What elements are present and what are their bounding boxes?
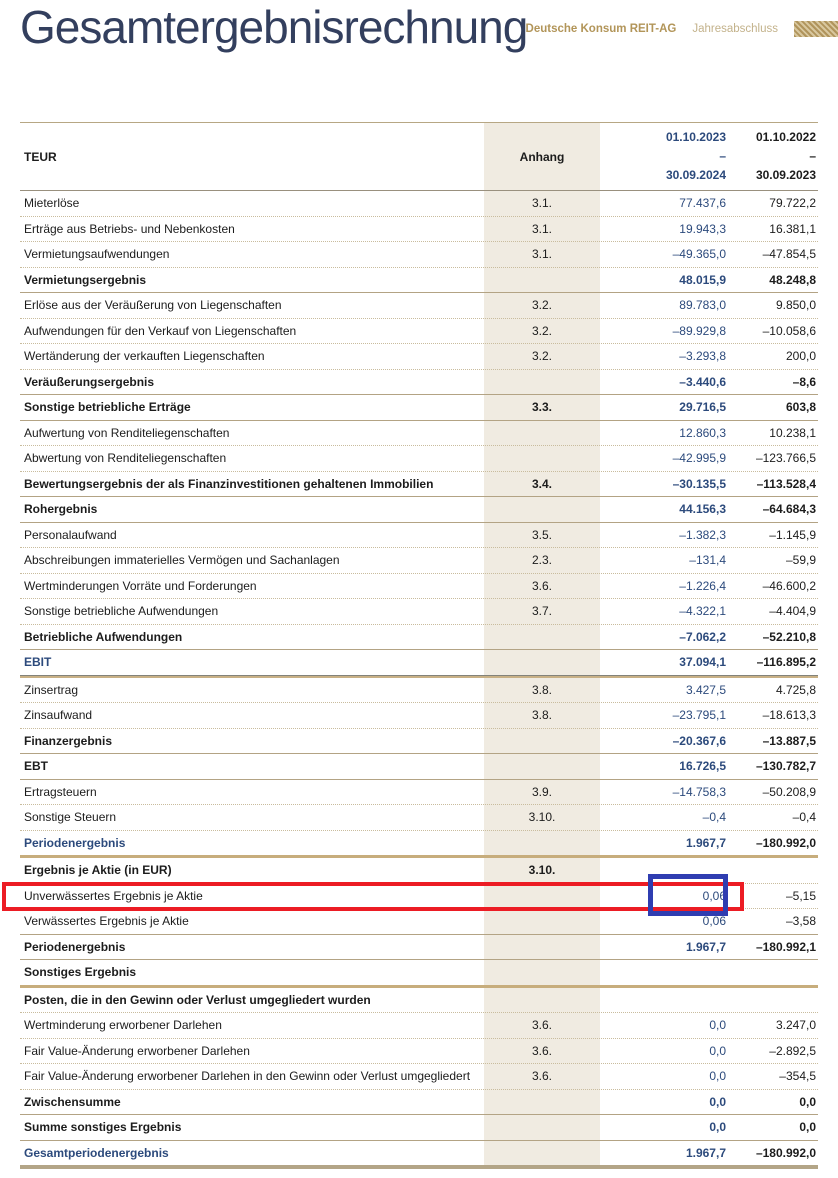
table-row <box>20 650 818 675</box>
row-label: EBT <box>24 759 48 774</box>
row-label: Posten, die in den Gewinn oder Verlust umgegliedert wurden <box>24 992 371 1007</box>
table-row <box>20 319 818 344</box>
row-value-current: 1.967,7 <box>685 835 726 850</box>
table-row <box>20 242 818 267</box>
table-row <box>20 678 818 703</box>
table-row <box>20 729 818 754</box>
row-value-prior: –4.404,9 <box>769 604 816 619</box>
row-label: Bewertungsergebnis der als Finanzinvestitionen gehaltenen Immobilien <box>24 476 434 491</box>
row-label: Sonstige betriebliche Erträge <box>24 400 191 415</box>
row-value-current: 1.967,7 <box>685 939 726 954</box>
table-row <box>20 703 818 728</box>
row-value-prior: –5,15 <box>785 888 816 903</box>
page-title: Gesamtergebnisrechnung <box>20 1 528 53</box>
table-row <box>20 523 818 548</box>
row-label: Vermietungsergebnis <box>24 272 147 287</box>
table-row <box>20 370 818 395</box>
row-value-prior: –1.145,9 <box>769 527 816 542</box>
row-value-current: 37.094,1 <box>679 655 726 670</box>
row-value-prior: –47.854,5 <box>762 247 816 262</box>
row-label: Ertragsteuern <box>24 784 97 799</box>
row-anhang: 3.6. <box>531 1018 552 1033</box>
table-row <box>20 1090 818 1115</box>
row-anhang: 3.1. <box>531 221 552 236</box>
row-anhang: 3.2. <box>531 323 552 338</box>
income-statement-table <box>20 122 818 1169</box>
period-current-to: 30.09.2024 <box>665 168 726 182</box>
row-label: Wertminderung erworbener Darlehen <box>24 1018 222 1033</box>
row-value-prior: –180.992,0 <box>755 835 816 850</box>
row-anhang: 3.8. <box>531 682 552 697</box>
row-value-prior: 9.850,0 <box>775 298 816 313</box>
page-marker-stripes-icon <box>794 21 838 37</box>
table-row <box>20 780 818 805</box>
anhang-header: Anhang <box>519 149 565 164</box>
table-row <box>20 988 818 1013</box>
row-anhang: 3.4. <box>531 476 552 491</box>
row-value-current: –3.440,6 <box>679 374 726 389</box>
row-label: Vermietungsaufwendungen <box>24 247 170 262</box>
table-row <box>20 268 818 293</box>
row-label: Fair Value-Änderung erworbener Darlehen in den Gewinn oder Verlust umgegliedert <box>24 1069 471 1084</box>
row-value-current: –89.929,8 <box>672 323 726 338</box>
row-value-current: 3.427,5 <box>685 682 726 697</box>
period-dash: – <box>809 149 816 163</box>
page-header-meta <box>526 21 838 37</box>
row-value-current: –30.135,5 <box>672 476 726 491</box>
row-label: Fair Value-Änderung erworbener Darlehen <box>24 1043 250 1058</box>
row-value-prior: –18.613,3 <box>762 708 816 723</box>
row-label: Mieterlöse <box>24 196 80 211</box>
row-value-current: –14.758,3 <box>672 784 726 799</box>
table-row <box>20 625 818 650</box>
row-value-current: –4.322,1 <box>679 604 726 619</box>
row-label: Sonstige Steuern <box>24 810 117 825</box>
period-prior-from: 01.10.2022 <box>755 130 816 144</box>
row-value-current: 12.860,3 <box>679 425 726 440</box>
row-label: Zinsaufwand <box>24 708 93 723</box>
table-row <box>20 1115 818 1140</box>
row-value-current: –23.795,1 <box>672 708 726 723</box>
row-value-current: –20.367,6 <box>672 733 726 748</box>
row-label: Unverwässertes Ergebnis je Aktie <box>24 888 203 903</box>
row-value-current: –1.382,3 <box>679 527 726 542</box>
row-value-current: 0,0 <box>709 1094 726 1109</box>
row-label: Wertminderungen Vorräte und Forderungen <box>24 578 257 593</box>
row-anhang: 3.6. <box>531 1043 552 1058</box>
row-value-prior: –3,58 <box>785 914 816 929</box>
row-anhang: 3.1. <box>531 247 552 262</box>
row-value-prior: –52.210,8 <box>762 629 816 644</box>
row-value-prior: –2.892,5 <box>769 1043 816 1058</box>
row-value-prior: 16.381,1 <box>769 221 816 236</box>
row-anhang: 3.9. <box>531 784 552 799</box>
table-row <box>20 217 818 242</box>
table-row <box>20 960 818 985</box>
row-label: Periodenergebnis <box>24 835 126 850</box>
row-value-prior: –130.782,7 <box>755 759 816 774</box>
table-body <box>20 191 818 1169</box>
section-label: Jahresabschluss <box>692 23 778 35</box>
table-row <box>20 446 818 471</box>
unit-header: TEUR <box>24 149 57 164</box>
table-row <box>20 1141 818 1166</box>
table-row <box>20 293 818 318</box>
table-row <box>20 909 818 934</box>
row-label: Sonstiges Ergebnis <box>24 965 137 980</box>
row-value-prior: –180.992,0 <box>755 1145 816 1160</box>
row-anhang: 2.3. <box>531 553 552 568</box>
period-prior-header <box>726 128 818 185</box>
row-value-current: 77.437,6 <box>679 196 726 211</box>
table-row <box>20 344 818 369</box>
row-value-prior: –354,5 <box>779 1069 816 1084</box>
row-value-current: –49.365,0 <box>672 247 726 262</box>
row-label: Wertänderung der verkauften Liegenschaften <box>24 349 265 364</box>
row-value-current: 0,06 <box>702 914 726 929</box>
row-value-current: 16.726,5 <box>679 759 726 774</box>
row-label: Personalaufwand <box>24 527 117 542</box>
row-value-prior: –59,9 <box>785 553 816 568</box>
row-value-current: 1.967,7 <box>685 1145 726 1160</box>
table-row <box>20 472 818 497</box>
row-label: EBIT <box>24 655 52 670</box>
row-value-prior: 4.725,8 <box>775 682 816 697</box>
row-anhang: 3.1. <box>531 196 552 211</box>
table-row <box>20 497 818 522</box>
row-anhang: 3.6. <box>531 578 552 593</box>
table-row <box>20 1039 818 1064</box>
row-value-current: –42.995,9 <box>672 451 726 466</box>
row-label: Betriebliche Aufwendungen <box>24 629 183 644</box>
period-current-from: 01.10.2023 <box>665 130 726 144</box>
row-value-prior: –50.208,9 <box>762 784 816 799</box>
row-divider <box>20 1165 818 1169</box>
row-value-current: –0,4 <box>702 810 726 825</box>
row-anhang: 3.10. <box>528 863 556 878</box>
row-value-prior: 0,0 <box>799 1094 816 1109</box>
row-value-prior: –10.058,6 <box>762 323 816 338</box>
row-label: Periodenergebnis <box>24 939 126 954</box>
table-row <box>20 884 818 909</box>
table-row <box>20 754 818 779</box>
table-row <box>20 1013 818 1038</box>
row-value-current: 19.943,3 <box>679 221 726 236</box>
row-label: Aufwendungen für den Verkauf von Liegenschaften <box>24 323 297 338</box>
table-row <box>20 548 818 573</box>
row-anhang: 3.3. <box>531 400 552 415</box>
row-value-prior: –8,6 <box>792 374 816 389</box>
row-label: Zwischensumme <box>24 1094 121 1109</box>
row-value-prior: –46.600,2 <box>762 578 816 593</box>
row-label: Abschreibungen immaterielles Vermögen und Sachanlagen <box>24 553 340 568</box>
row-label: Verwässertes Ergebnis je Aktie <box>24 914 189 929</box>
row-label: Gesamtperiodenergebnis <box>24 1145 169 1160</box>
row-label: Erlöse aus der Veräußerung von Liegenschaften <box>24 298 282 313</box>
row-value-prior: 10.238,1 <box>769 425 816 440</box>
row-label: Finanzergebnis <box>24 733 113 748</box>
row-value-prior: –116.895,2 <box>756 655 816 670</box>
row-value-prior: –180.992,1 <box>755 939 816 954</box>
table-row <box>20 805 818 830</box>
table-header-row <box>20 122 818 191</box>
table-row <box>20 599 818 624</box>
row-value-prior: –13.887,5 <box>762 733 816 748</box>
row-value-prior: 0,0 <box>799 1120 816 1135</box>
row-anhang: 3.5. <box>531 527 552 542</box>
row-label: Abwertung von Renditeliegenschaften <box>24 451 227 466</box>
row-value-current: 29.716,5 <box>679 400 726 415</box>
table-row <box>20 574 818 599</box>
brand-name: Deutsche Konsum REIT-AG <box>525 23 677 35</box>
row-anhang: 3.2. <box>531 298 552 313</box>
period-dash: – <box>719 149 726 163</box>
table-row <box>20 1064 818 1089</box>
row-value-current: –1.226,4 <box>679 578 726 593</box>
table-row <box>20 395 818 420</box>
row-value-prior: 200,0 <box>785 349 816 364</box>
row-value-prior: 48.248,8 <box>769 272 816 287</box>
row-label: Veräußerungsergebnis <box>24 374 155 389</box>
row-value-current: 0,0 <box>709 1043 726 1058</box>
row-label: Rohergebnis <box>24 502 98 517</box>
table-row <box>20 858 818 883</box>
row-label: Zinsertrag <box>24 682 79 697</box>
row-value-current: 0,0 <box>709 1018 726 1033</box>
row-value-prior: 603,8 <box>785 400 816 415</box>
row-value-prior: –123.766,5 <box>755 451 816 466</box>
table-row <box>20 421 818 446</box>
row-value-prior: –113.528,4 <box>756 476 816 491</box>
row-value-current: –3.293,8 <box>679 349 726 364</box>
table-row <box>20 831 818 856</box>
row-value-current: –131,4 <box>689 553 726 568</box>
table-row <box>20 191 818 216</box>
period-prior-to: 30.09.2023 <box>755 168 816 182</box>
row-value-current: 89.783,0 <box>679 298 726 313</box>
row-anhang: 3.8. <box>531 708 552 723</box>
row-value-current: –7.062,2 <box>679 629 726 644</box>
table-row <box>20 935 818 960</box>
row-value-current: 0,06 <box>702 888 726 903</box>
row-value-current: 0,0 <box>709 1069 726 1084</box>
row-value-prior: 3.247,0 <box>775 1018 816 1033</box>
row-label: Summe sonstiges Ergebnis <box>24 1120 182 1135</box>
row-value-current: 48.015,9 <box>679 272 726 287</box>
row-value-current: 44.156,3 <box>679 502 726 517</box>
row-anhang: 3.6. <box>531 1069 552 1084</box>
row-label: Erträge aus Betriebs- und Nebenkosten <box>24 221 235 236</box>
row-label: Aufwertung von Renditeliegenschaften <box>24 425 230 440</box>
row-anhang: 3.10. <box>528 810 556 825</box>
row-value-prior: –0,4 <box>792 810 816 825</box>
row-label: Ergebnis je Aktie (in EUR) <box>24 863 172 878</box>
row-anhang: 3.7. <box>531 604 552 619</box>
period-current-header <box>600 128 726 185</box>
row-value-prior: –64.684,3 <box>762 502 816 517</box>
row-label: Sonstige betriebliche Aufwendungen <box>24 604 219 619</box>
row-anhang: 3.2. <box>531 349 552 364</box>
row-value-current: 0,0 <box>709 1120 726 1135</box>
row-value-prior: 79.722,2 <box>769 196 816 211</box>
